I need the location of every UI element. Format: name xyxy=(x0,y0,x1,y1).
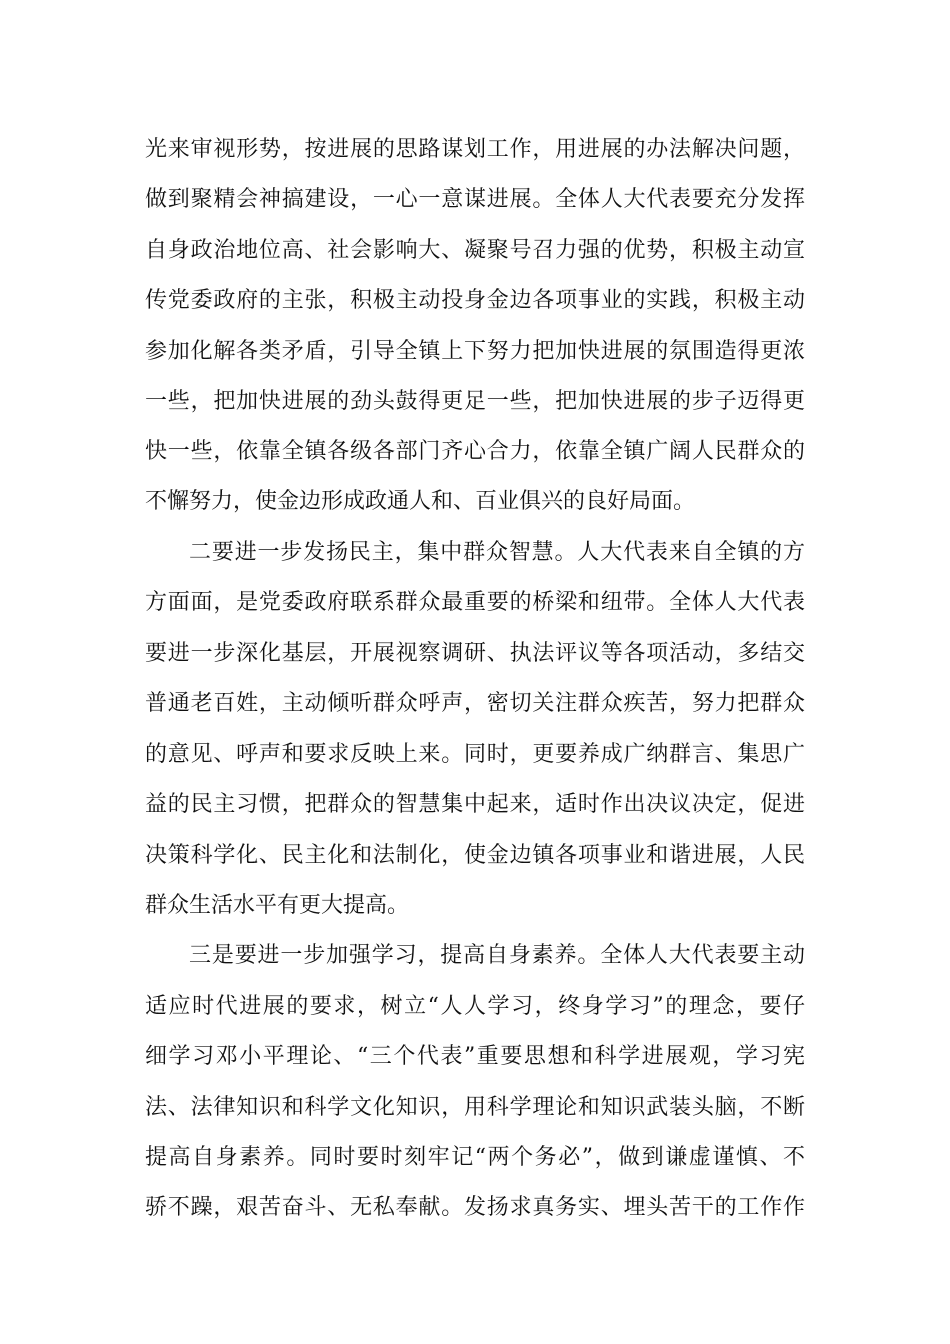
paragraph-2-first-line: 二要进一步发扬民主，集中群众智慧。人大代表来自全镇的方 xyxy=(189,540,805,565)
text-line-18: 适应时代进展的要求，树立“人人学习，终身学习”的理念，要仔 xyxy=(145,994,805,1019)
text-line-4: 传党委政府的主张，积极主动投身金边各项事业的实践，积极主动 xyxy=(145,288,805,313)
text-line-20: 法、法律知识和科学文化知识，用科学理论和知识武装头脑，不断 xyxy=(145,1095,805,1120)
text-line-8: 不懈努力，使金边形成政通人和、百业俱兴的良好局面。 xyxy=(145,489,696,514)
text-line-15: 决策科学化、民主化和法制化，使金边镇各项事业和谐进展，人民 xyxy=(145,843,805,868)
text-line-2: 做到聚精会神搞建设，一心一意谋进展。全体人大代表要充分发挥 xyxy=(145,187,805,212)
text-line-5: 参加化解各类矛盾，引导全镇上下努力把加快进展的氛围造得更浓 xyxy=(145,339,805,364)
text-line-13: 的意见、呼声和要求反映上来。同时，更要养成广纳群言、集思广 xyxy=(145,742,805,767)
paragraph-3-first-line: 三是要进一步加强学习，提高自身素养。全体人大代表要主动 xyxy=(189,943,805,968)
text-line-3: 自身政治地位高、社会影响大、凝聚号召力强的优势，积极主动宣 xyxy=(145,238,805,263)
text-line-1: 光来审视形势，按进展的思路谋划工作，用进展的办法解决问题， xyxy=(145,137,805,162)
text-line-11: 要进一步深化基层，开展视察调研、执法评议等各项活动，多结交 xyxy=(145,641,805,666)
text-line-7: 快一些，依靠全镇各级各部门齐心合力，依靠全镇广阔人民群众的 xyxy=(145,439,805,464)
text-line-12: 普通老百姓，主动倾听群众呼声，密切关注群众疾苦，努力把群众 xyxy=(145,691,805,716)
text-line-21: 提高自身素养。同时要时刻牢记“两个务必”，做到谦虚谨慎、不 xyxy=(145,1145,805,1170)
text-line-14: 益的民主习惯，把群众的智慧集中起来，适时作出决议决定，促进 xyxy=(145,792,805,817)
text-line-19: 细学习邓小平理论、“三个代表”重要思想和科学进展观，学习宪 xyxy=(145,1044,805,1069)
text-line-22: 骄不躁，艰苦奋斗、无私奉献。发扬求真务实、埋头苦干的工作作 xyxy=(145,1195,805,1220)
text-line-6: 一些，把加快进展的劲头鼓得更足一些，把加快进展的步子迈得更 xyxy=(145,389,805,414)
text-line-10: 方面面，是党委政府联系群众最重要的桥梁和纽带。全体人大代表 xyxy=(145,590,805,615)
text-line-16: 群众生活水平有更大提高。 xyxy=(145,893,410,918)
